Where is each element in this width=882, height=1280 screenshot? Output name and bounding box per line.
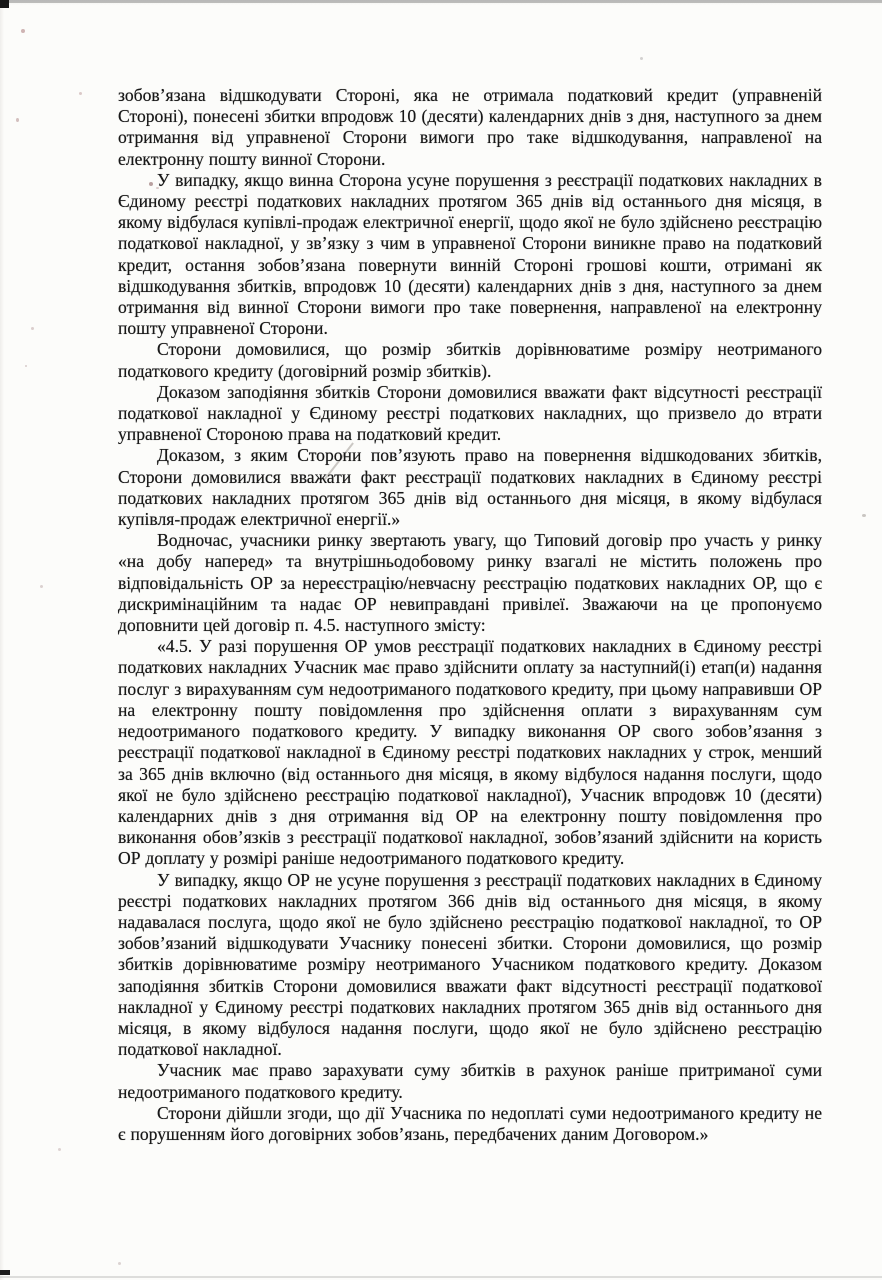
paragraph-proof-of-damages: Доказом заподіяння збитків Сторони домовилися вважати факт відсутності реєстрації податкової накладної у Єдиному реєстрі податкових накладних, що призвело до втрати управненої Стороною права на податковий кредит. bbox=[118, 381, 822, 445]
paragraph-damages-amount: Сторони домовилися, що розмір збитків дорівнюватиме розміру неотриманого податкового кредиту (договірний розмір збитків). bbox=[118, 339, 822, 381]
scan-corner-mark-top-left bbox=[0, 0, 9, 8]
scan-corner-mark-bottom-left bbox=[0, 1270, 10, 1275]
scan-speck bbox=[118, 1262, 121, 1265]
paragraph-violation-cured: У випадку, якщо винна Сторона усуне порушення з реєстрації податкових накладних в Єдиному реєстрі податкових накладних протягом 365 днів від останнього дня місяця, в якому відбулася купівлі-продаж електричної енергії, щодо якої не було здійснено реєстрацію податкової накладної, у зв’язку з чим в управненої Сторони виникне право на податковий кредит, остання зобов’язана повернути винній Стороні грошові кошти, отримані як відшкодування збитків, впродовж 10 (десяти) календарних днів з дня, наступного за днем отримання від винної Сторони вимоги про таке повернення, направленої на електронну пошту управненої Сторони. bbox=[118, 169, 822, 339]
paragraph-market-participants-note: Водночас, учасники ринку звертають увагу, що Типовий договір про участь у ринку «на добу наперед» та внутрішньодобовому ринку взагалі не містить положень про відповідальність ОР за нереєстрацію/невчасну реєстрацію податкових накладних ОР, що є дискримінаційним та надає ОР невиправдані привілеї. Зважаючи на це пропонуємо доповнити цей договір п. 4.5. наступного змісту: bbox=[118, 530, 822, 636]
scan-speck bbox=[862, 514, 866, 517]
paragraph-continuation: зобов’язана відшкодувати Стороні, яка не отримала податковий кредит (управненій Стороні), понесені збитки впродовж 10 (десяти) календарних днів з дня, наступного за днем отримання від управненої Сторони вимоги про таке відшкодування, направленої на електронну пошту винної Сторони. bbox=[118, 85, 822, 169]
scan-speck bbox=[640, 57, 643, 60]
paragraph-or-not-cured: У випадку, якщо ОР не усуне порушення з реєстрації податкових накладних в Єдиному реєстрі податкових накладних протягом 366 днів від останнього дня місяця, в якому надавалася послуга, щодо якої не було здійснено реєстрацію податкової накладної, то ОР зобов’язаний відшкодувати Учаснику понесені збитки. Сторони домовилися, що розмір збитків дорівнюватиме розміру неотриманого Учасником податкового кредиту. Доказом заподіяння збитків Сторони домовилися вважати факт відсутності реєстрації податкової накладної у Єдиному реєстрі податкових накладних протягом 365 днів від останнього дня місяця, в якому відбулося надання послуги, щодо якої не було здійснено реєстрацію податкової накладної. bbox=[118, 869, 822, 1060]
paragraph-proof-of-refund-right: Доказом, з яким Сторони пов’язують право на повернення відшкодованих збитків, Сторони домовилися вважати факт реєстрації податкових накладних в Єдиному реєстрі податкових накладних протягом 365 днів від останнього дня місяця, в якому відбулася купівля-продаж електричної енергії.» bbox=[118, 445, 822, 530]
scan-speck bbox=[40, 585, 43, 588]
paragraph-offset-right: Учасник має право зарахувати суму збитків в рахунок раніше притриманої суми недоотриманого податкового кредиту. bbox=[118, 1060, 822, 1102]
scan-speck bbox=[25, 365, 27, 367]
paragraph-clause-4-5: «4.5. У разі порушення ОР умов реєстрації податкових накладних в Єдиному реєстрі податкових накладних Учасник має право здійснити оплату за наступний(і) етап(и) надання послуг з вирахуванням сум недоотриманого податкового кредиту, при цьому направивши ОР на електронну пошту повідомлення про здійснення оплати з вирахуванням сум недоотриманого податкового кредиту. У випадку виконання ОР свого зобов’язання з реєстрації податкової накладної в Єдиному реєстрі податкових накладних у строк, менший за 365 днів включно (від останнього дня місяця, в якому відбулося надання послуги, щодо якої не було здійснено реєстрацію податкової накладної), Учасник впродовж 10 (десяти) календарних днів з дня отримання від ОР на електронну пошту повідомлення про виконання обов’язків з реєстрації податкової накладної, зобов’язаний здійснити на користь ОР доплату у розмірі раніше недоотриманого податкового кредиту. bbox=[118, 636, 822, 869]
scan-speck bbox=[16, 118, 19, 122]
scan-speck bbox=[79, 92, 82, 95]
scan-speck bbox=[21, 29, 25, 33]
scan-bottom-edge-artifact bbox=[0, 1276, 882, 1278]
paragraph-no-breach: Сторони дійшли згоди, що дії Учасника по недоплаті суми недоотриманого кредиту не є порушенням його договірних зобов’язань, передбачених даним Договором.» bbox=[118, 1102, 822, 1144]
document-text-block bbox=[118, 85, 822, 1145]
scan-speck bbox=[31, 327, 34, 330]
scan-speck bbox=[58, 1148, 61, 1151]
scan-top-edge-artifact bbox=[0, 0, 882, 3]
